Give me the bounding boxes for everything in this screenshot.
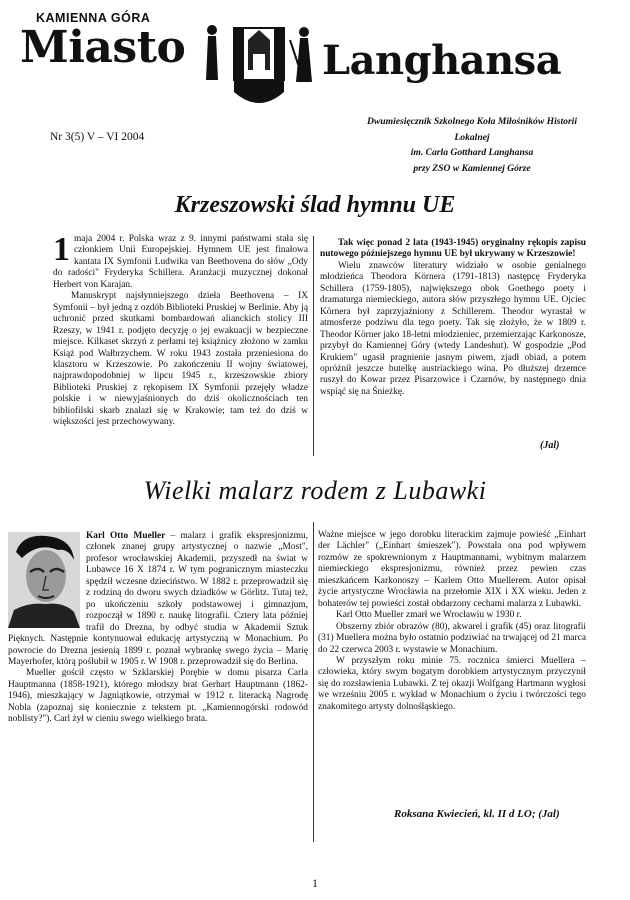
article2-signature: Roksana Kwiecień, kl. II d LO; (Jal) bbox=[394, 808, 560, 820]
paragraph: – malarz i grafik ekspresjonizmu, członek znanej grupy artystycznej o nazwie „Most", profesor wrocławskiej Akademii, przyszedł na świat w Lubawce 16 X 1874 r. W tym pogranicznym miasteczku spędził wczesne dzieciństwo. W 1882 r. przeprowadził się z rodziną do dworu swych dziadków w Görlitz. Tutaj też, po ukończeniu szkoły podstawowej i gimnazjum, rozpoczął w 1890 r. naukę litografii. Cztery lata później trafił do Drezna, by odbyć studia w Akademii Sztuk Pięknych. Następnie kontynuował edukację artystyczną w Monachium. Po powrocie do Drezna jesienią 1899 r. poznał wybrankę swego życia – Marię Mayerhofer, którą poślubił w 1905 r. W 1908 r. przeprowadził się do Berlina. bbox=[8, 531, 308, 667]
society-info bbox=[316, 114, 628, 176]
paragraph: Wielu znawców literatury widziało w osobie genialnego młodzieńca Theodora Körnera (1791-1813) następcę Fryderyka Schillera (1759-1805), największego obok Goethego poety i dramaturga niemieckiego, autora słów przyszłego hymnu UE. Ojciec Körnera był zaprzyjaźniony z Schillerem. Theodor wyrastał w atmosferze podziwu dla tego poety. Tak się złożyło, że w 1809 r. Theodor Körner jako 18-letni młodzieniec, przemierzając Karkonosze, przybył do Kamiennej Góry (wtedy Landeshut). W gospodzie „Pod Krukiem" ugasił pragnienie jasnym piwem, zjadł obiad, a potem opróżnił jeszcze butelkę austriackiego wina. Po dłuższej drzemce ruszył do Kowar przez Pisarzowice i Czarnów, by następnego dnia wspiąć się na Śnieżkę. bbox=[320, 260, 586, 397]
paragraph: Mueller gościł często w Szklarskiej Porębie w domu pisarza Carla Hauptmanna (1858-1921), którego młodszy brat Gerhart Hauptmann (1862-1946), mieszkający w Jagniątkowie, otrzymał w 1912 r. literacką Nagrodę Nobla (zapoznaj się koniecznie z tekstem pt. „Kamiennogórski rodowód noblisty?"). Carl żył w cieniu swego wielkiego brata. bbox=[8, 668, 308, 725]
paragraph: maja 2004 r. Polska wraz z 9. innymi państwami stała się członkiem Unii Europejskiej. Hymnem UE jest finałowa kantata IX Symfonii Ludwika van Beethovena do słów „Ody do radości" Fryderyka Schillera. Aranżacji muzycznej dokonał Herbert von Karajan. bbox=[53, 234, 308, 290]
coat-of-arms-icon bbox=[204, 10, 314, 120]
paragraph: Karl Otto Mueller zmarł we Wrocławiu w 1930 r. bbox=[336, 610, 522, 621]
society-line: Dwumiesięcznik Szkolnego Koła Miłośników Historii bbox=[366, 116, 578, 127]
masthead-supertitle: KAMIENNA GÓRA bbox=[36, 11, 151, 25]
painter-name: Karl Otto Mueller bbox=[86, 531, 166, 541]
article1-headline: Krzeszowski ślad hymnu UE bbox=[174, 192, 456, 218]
column-divider bbox=[313, 522, 314, 842]
paragraph: W przyszłym roku minie 75. rocznica śmierci Muellera – człowieka, który swym bogatym dorobkiem artystycznym przyczynił się do rozsławienia Lubawki. Z tej okazji Wolfgang Hartmann wygłosi we wrześniu 2005 r. wykład w Monachium o życiu i twórczości tego znakomitego artysty dolnośląskiego. bbox=[318, 655, 586, 712]
article2-column-left bbox=[8, 531, 308, 726]
article1-column-right bbox=[320, 238, 586, 398]
society-line: im. Carla Gotthard Langhansa bbox=[410, 147, 534, 158]
masthead-title-left: Miasto bbox=[20, 22, 186, 73]
article1-column-left bbox=[53, 231, 308, 429]
article2-column-right bbox=[318, 530, 586, 713]
dropcap: 1 bbox=[53, 231, 70, 268]
lead-paragraph: Tak więc ponad 2 lata (1943-1945) oryginalny rękopis zapisu nutowego późniejszego hymnu UE był ukrywany w Krzeszowie! bbox=[320, 238, 586, 260]
portrait-image bbox=[8, 532, 80, 628]
society-line: przy ZSO w Kamiennej Górze bbox=[413, 162, 531, 174]
paragraph: Ważne miejsce w jego dorobku literackim zajmuje powieść „Einhart der Lächler" („Einhart śmieszek"). Powstała ona pod wpływem rozmów ze spokrewnionym z Hauptmannami, wybitnym malarzem niemieckiego ekspresjonizmu, również przez pewien czas mieszkańcem Karkonoszy – Karlem Otto Muellerem. Autor opisał życie artystyczne Wrocławia na przełomie XIX i XX wieku. Jeden z bohaterów tej powieści został obdarzony cechami malarza z Lubawki. bbox=[318, 530, 586, 609]
paragraph: Obszerny zbiór obrazów (80), akwarel i grafik (45) oraz litografii (31) Muellera można było ostatnio podziwiać na trwającej od 21 marca do 22 czerwca 2003 r. wystawie w Monachium. bbox=[318, 621, 586, 655]
page-number: 1 bbox=[312, 876, 318, 890]
society-line: Lokalnej bbox=[454, 131, 490, 143]
article2-headline: Wielki malarz rodem z Lubawki bbox=[143, 476, 487, 505]
column-divider bbox=[313, 236, 314, 456]
paragraph: Manuskrypt najsłynniejszego dzieła Beethovena – IX Symfonii – był jedną z ozdób Biblioteki Pruskiej w Berlinie. Aby ją uchronić przed skutkami bombardowań alianckich stolicy III Rzeszy, w 1941 r. podjęto decyzję o jej ewakuacji w bezpieczne miejsce. Kilkaset skrzyń z perłami tej książnicy złożono w zamku Książ pod Wałbrzychem. W roku 1943 została przeniesiona do klasztoru w Krzeszowie. Po zakończeniu II wojny światowej, najprawdopodobniej w lipcu 1945 r., krzeszowskie zbiory Biblioteki Pruskiej z rękopisem IX Symfonii przejęły władze polskie i w niewyjaśnionych do dziś okolicznościach ten bibliofilski skarb znalazł się w Krakowie; tam też do dziś w większości jest przechowywany. bbox=[53, 291, 308, 428]
article1-signature: (Jal) bbox=[540, 440, 560, 451]
masthead-title-right: Langhansa bbox=[322, 37, 562, 84]
issue-number: Nr 3(5) V – VI 2004 bbox=[50, 131, 145, 143]
